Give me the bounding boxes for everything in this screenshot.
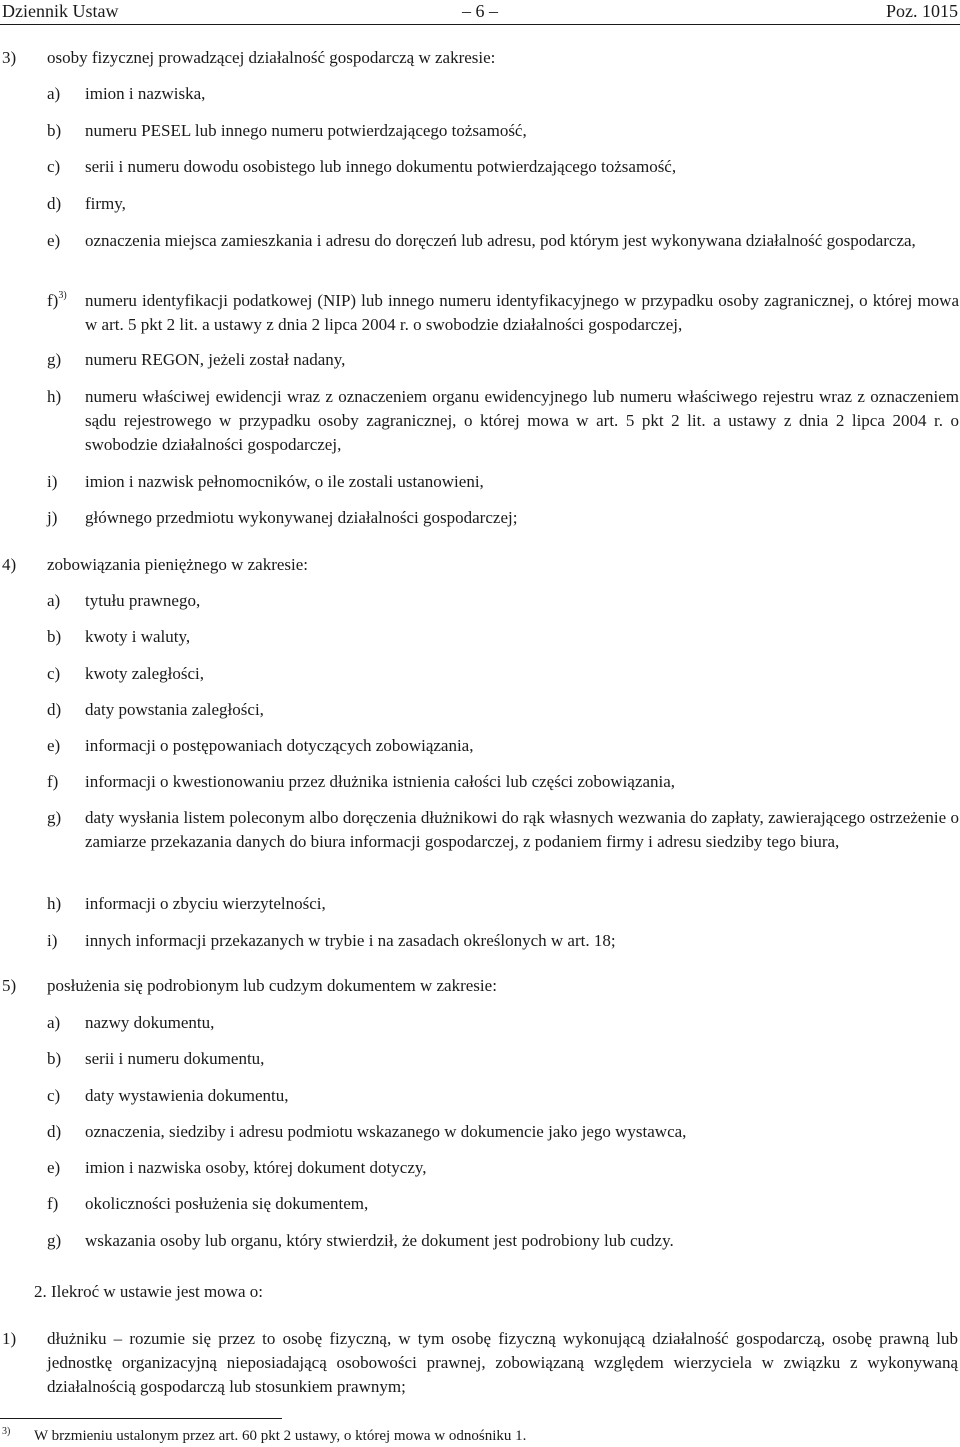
sub-letter: c) [47,1086,61,1105]
sub-text: numeru właściwej ewidencji wraz z oznaczeniem organu ewidencyjnego lub numeru właściwego rejestru wraz z oznaczeniem sądu rejestrowego w przypadku osoby zagranicznej, o której mowa w art. 5 pkt 2 lit. a ustawy z dnia 2 lipca 2004 r. o swobodzie działalności gospodarczej, [85,387,959,454]
sub-text: tytułu prawnego, [85,591,201,610]
sub-letter: f) [47,772,59,791]
item-number: 1) [2,1329,17,1348]
sub-letter: a) [47,1013,61,1032]
header-rule [0,24,960,25]
sub-letter-text: f) [47,291,59,310]
sub-text: numeru PESEL lub innego numeru potwierdzającego tożsamość, [85,121,527,140]
sub-text: okoliczności posłużenia się dokumentem, [85,1194,369,1213]
item-number: 4) [2,555,17,574]
sub-text: firmy, [85,194,126,213]
sub-text: informacji o kwestionowaniu przez dłużnika istnienia całości lub części zobowiązania, [85,772,676,791]
sub-text: oznaczenia miejsca zamieszkania i adresu do doręczeń lub adresu, pod którym jest wykonywana działalność gospodarcza, [85,231,916,250]
sub-letter: b) [47,121,62,140]
sub-letter: g) [47,808,62,827]
sub-text: wskazania osoby lub organu, który stwierdził, że dokument jest podrobiony lub cudzy. [85,1231,674,1250]
sub-letter: b) [47,1049,62,1068]
item-text: osoby fizycznej prowadzącej działalność gospodarczą w zakresie: [47,48,496,67]
sub-letter: g) [47,350,62,369]
sub-letter: a) [47,591,61,610]
sub-text: informacji o postępowaniach dotyczących zobowiązania, [85,736,474,755]
sub-text: głównego przedmiotu wykonywanej działalności gospodarczej; [85,508,518,527]
footnote-ref: 3) [58,290,67,301]
sub-letter: e) [47,1158,61,1177]
sub-letter: h) [47,387,62,406]
sub-text: informacji o zbyciu wierzytelności, [85,894,326,913]
sub-text: serii i numeru dokumentu, [85,1049,265,1068]
sub-letter: c) [47,664,61,683]
sub-text: kwoty i waluty, [85,627,191,646]
sub-text: imion i nazwiska, [85,84,206,103]
sub-text: nazwy dokumentu, [85,1013,215,1032]
sub-letter: i) [47,472,58,491]
sub-letter: e) [47,736,61,755]
item-text: zobowiązania pieniężnego w zakresie: [47,555,309,574]
footnote-text: W brzmieniu ustalonym przez art. 60 pkt 2 ustawy, o której mowa w odnośniku 1. [34,1428,527,1444]
sub-letter: c) [47,157,61,176]
sub-text: imion i nazwiska osoby, której dokument dotyczy, [85,1158,427,1177]
footnote-number: 3) [2,1426,11,1437]
item-number: 5) [2,976,17,995]
footnote [0,1424,960,1446]
sub-letter: f) [47,1194,59,1213]
sub-letter: d) [47,700,62,719]
sub-text: numeru REGON, jeżeli został nadany, [85,350,346,369]
sub-letter: h) [47,894,62,913]
item-number: 3) [2,48,17,67]
sub-text: innych informacji przekazanych w trybie i na zasadach określonych w art. 18; [85,931,616,950]
sub-text: serii i numeru dowodu osobistego lub innego dokumentu potwierdzającego tożsamość, [85,157,677,176]
sub-text: daty wysłania listem poleconym albo doręczenia dłużnikowi do rąk własnych wezwania do zapłaty, zawierającego ostrzeżenie o zamiarze przekazania danych do biura informacji gospodarczej, z podaniem firmy i adresu siedziby tego biura, [85,808,959,851]
sub-text: imion i nazwisk pełnomocników, o ile zostali ustanowieni, [85,472,484,491]
sub-letter: i) [47,931,58,950]
sub-letter: d) [47,194,62,213]
sub-text: oznaczenia, siedziby i adresu podmiotu wskazanego w dokumencie jako jego wystawca, [85,1122,687,1141]
sub-letter: d) [47,1122,62,1141]
sub-text: kwoty zaległości, [85,664,204,683]
sub-letter [47,289,67,313]
footnote-rule [0,1418,282,1419]
sub-letter: a) [47,84,61,103]
page-number: – 6 – [462,1,498,21]
journal-title: Dziennik Ustaw [2,1,119,21]
article-heading: 2. Ilekroć w ustawie jest mowa o: [34,1282,263,1301]
sub-letter: b) [47,627,62,646]
page-header [0,0,960,22]
sub-letter: g) [47,1231,62,1250]
sub-letter: e) [47,231,61,250]
item-text: posłużenia się podrobionym lub cudzym dokumentem w zakresie: [47,976,497,995]
sub-text: daty wystawienia dokumentu, [85,1086,289,1105]
sub-text: numeru identyfikacji podatkowej (NIP) lub innego numeru identyfikacyjnego w przypadku osoby zagranicznej, o której mowa w art. 5 pkt 2 lit. a ustawy z dnia 2 lipca 2004 r. o swobodzie działalności gospodarczej, [85,291,959,334]
position-number: Poz. 1015 [886,1,958,21]
sub-text: daty powstania zaległości, [85,700,264,719]
sub-letter: j) [47,508,58,527]
definition-text: dłużniku – rozumie się przez to osobę fizyczną, w tym osobę fizyczną wykonującą działalność gospodarczą, osobę prawną lub jednostkę organizacyjną nieposiadającą osobowości prawnej, zobowiązaną względem wierzyciela w związku z wykonywaną działalnością gospodarczą lub stosunkiem prawnym; [47,1329,958,1396]
